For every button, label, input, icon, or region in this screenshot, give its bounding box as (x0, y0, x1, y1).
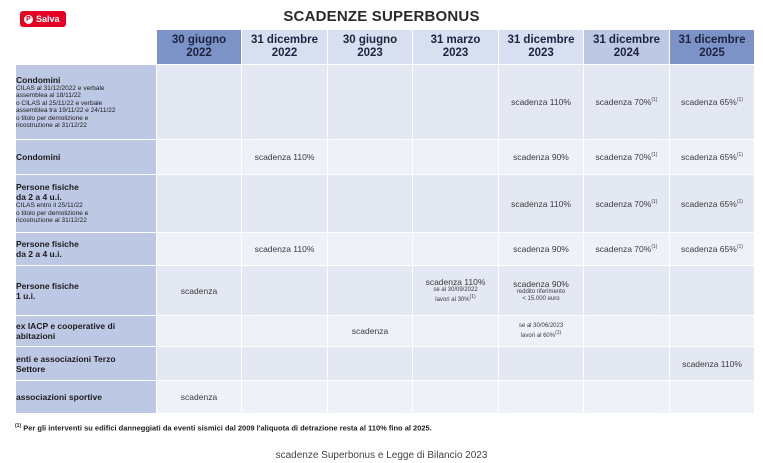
deadlines-table (15, 29, 755, 414)
table-cell: scadenza 110% (499, 65, 584, 140)
table-cell: scadenza (157, 266, 242, 316)
table-cell: scadenza 70%$^{(1)}$ (584, 175, 670, 233)
table-cell (328, 233, 413, 266)
table-cell: scadenza 110% (242, 140, 328, 175)
footnote-ref: (1) (736, 152, 743, 159)
header-corner (16, 30, 157, 65)
table-row (16, 175, 755, 233)
table-cell (499, 381, 584, 414)
table-cell: scadenza 70%$^{(1)}$ (584, 65, 670, 140)
table-row (16, 233, 755, 266)
table-cell (328, 140, 413, 175)
table-cell: scadenza 65%$^{(1)}$ (670, 140, 755, 175)
footnote-text: Per gli interventi su edifici danneggiati da eventi sismici dal 2009 l'aliquota di detrazione resta al 110% fino al 2025. (23, 423, 432, 433)
table-cell (157, 233, 242, 266)
table-cell (157, 316, 242, 347)
table-cell: scadenza (157, 381, 242, 414)
table-cell (242, 316, 328, 347)
footnote-ref: (1) (651, 198, 658, 205)
table-cell (499, 347, 584, 381)
table-cell (328, 175, 413, 233)
table-cell (242, 65, 328, 140)
table-cell (328, 347, 413, 381)
table-cell (242, 175, 328, 233)
footnote-ref: (1) (736, 97, 743, 104)
table-cell: scadenza 70%$^{(1)}$ (584, 140, 670, 175)
column-header: 31 dicembre 2023 (499, 30, 584, 65)
row-label: Persone fisiche 1 u.i. (16, 266, 157, 316)
column-header: 31 dicembre 2024 (584, 30, 670, 65)
column-header: 30 giugno 2023 (328, 30, 413, 65)
table-row (16, 65, 755, 140)
table-row (16, 347, 755, 381)
column-header: 31 dicembre 2025 (670, 30, 755, 65)
footnote-ref: (1) (736, 244, 743, 251)
table-cell (413, 65, 499, 140)
table-cell: scadenza 65%$^{(1)}$ (670, 233, 755, 266)
table-cell (328, 266, 413, 316)
row-label: enti e associazioni Terzo Settore (16, 347, 157, 381)
table-cell (157, 347, 242, 381)
table-row (16, 316, 755, 347)
header-row (16, 30, 755, 65)
column-header: 30 giugno 2022 (157, 30, 242, 65)
table-cell: scadenza 65%$^{(1)}$ (670, 175, 755, 233)
table-row (16, 140, 755, 175)
footnote-ref: (1) (651, 152, 658, 159)
image-caption: scadenze Superbonus e Legge di Bilancio 2023 (275, 450, 488, 461)
footnote-mark: (1) (15, 423, 22, 429)
column-header: 31 marzo 2023 (413, 30, 499, 65)
table-cell: scadenza 110% (670, 347, 755, 381)
row-label: Condomini CILAS al 31/12/2022 e verbale assemblea al 18/11/22 o CILAS al 25/11/22 e verbale assemblea tra 19/11/22 e 24/11/22 o titolo per demolizione e ricostruzione al 31/12/22 (16, 65, 157, 140)
page-title: SCADENZE SUPERBONUS (283, 8, 480, 25)
table-row (16, 266, 755, 316)
table-cell (413, 381, 499, 414)
footnote-ref: (1) (651, 97, 658, 104)
table-cell: scadenza (328, 316, 413, 347)
row-label: Persone fisiche da 2 a 4 u.i. (16, 233, 157, 266)
table-cell: scadenza 110% (242, 233, 328, 266)
table-cell (413, 316, 499, 347)
table-cell: scadenza 110% se al 30/09/2022 lavori al 30%$^{(1)}$ (413, 266, 499, 316)
table-cell (328, 65, 413, 140)
table-cell: scadenza 70%$^{(1)}$ (584, 233, 670, 266)
table-row (16, 381, 755, 414)
table-cell (584, 316, 670, 347)
table-cell (584, 347, 670, 381)
footnote-ref: (1) (736, 198, 743, 205)
table-cell (670, 381, 755, 414)
footnote (15, 423, 432, 433)
table-cell: scadenza 110% (499, 175, 584, 233)
table-cell (328, 381, 413, 414)
table-cell: scadenza 90% reddito riferimento < 15.000 euro (499, 266, 584, 316)
row-label: ex IACP e cooperative di abitazioni (16, 316, 157, 347)
row-label: associazioni sportive (16, 381, 157, 414)
table-cell: scadenza 90% (499, 233, 584, 266)
table-cell (413, 140, 499, 175)
row-label: Condomini (16, 140, 157, 175)
table-cell (157, 175, 242, 233)
pinterest-icon: P (24, 15, 33, 24)
table-cell (242, 347, 328, 381)
table-cell (413, 347, 499, 381)
table-cell (584, 381, 670, 414)
table-cell (157, 65, 242, 140)
table-cell: scadenza 90% (499, 140, 584, 175)
table-cell: se al 30/06/2023 lavori al 60%$^{(1)}$ (499, 316, 584, 347)
table-cell (413, 233, 499, 266)
table-cell (584, 266, 670, 316)
row-label: Persone fisiche da 2 a 4 u.i. CILAS entro il 25/11/22 o titolo per demolizione e ricostruzione al 31/12/22 (16, 175, 157, 233)
column-header: 31 dicembre 2022 (242, 30, 328, 65)
table-cell (670, 266, 755, 316)
table-cell (413, 175, 499, 233)
table-cell (242, 266, 328, 316)
table-cell (670, 316, 755, 347)
footnote-ref: (1) (651, 244, 658, 251)
save-label: Salva (36, 14, 60, 24)
table-cell (157, 140, 242, 175)
table-cell: scadenza 65%$^{(1)}$ (670, 65, 755, 140)
table-cell (242, 381, 328, 414)
